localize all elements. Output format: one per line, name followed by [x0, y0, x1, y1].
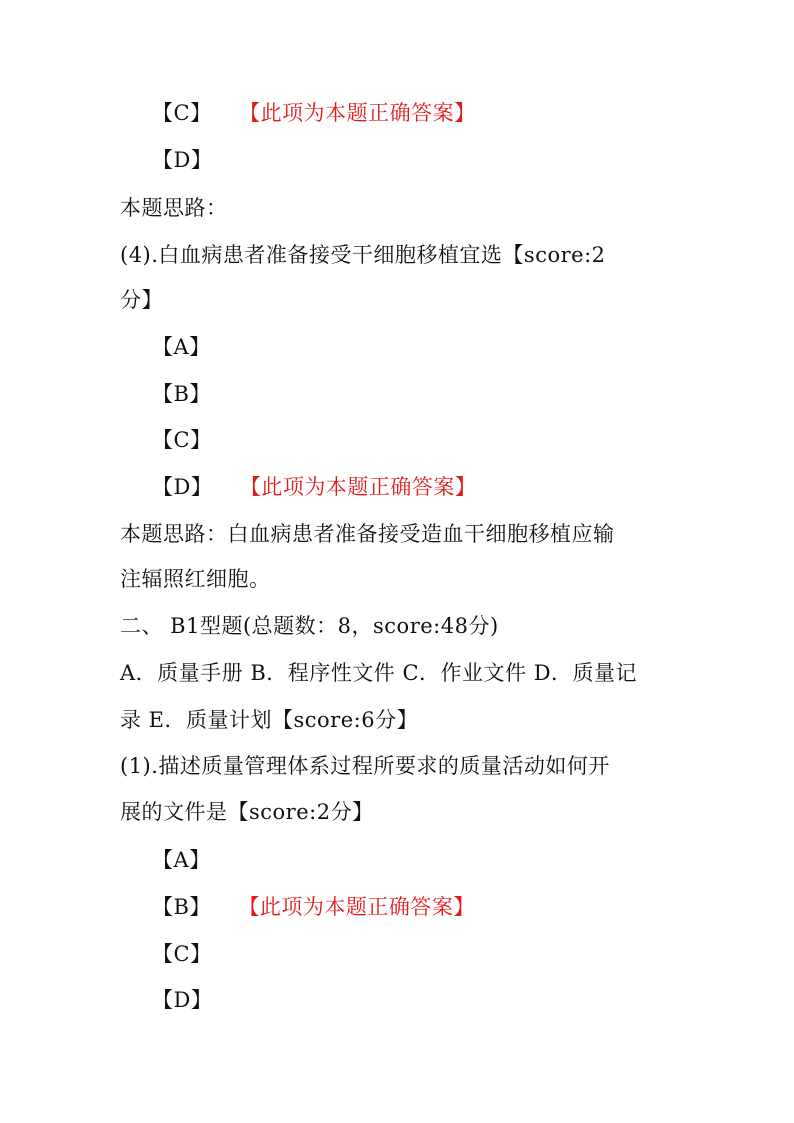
q1-option-c [152, 939, 212, 969]
q1-option-b [152, 892, 475, 922]
option-label: 【A】 [152, 335, 211, 359]
q3-explanation: 本题思路： [120, 196, 228, 220]
q4-stem-line-1: (4).白血病患者准备接受干细胞移植宜选【score:2 [120, 243, 606, 267]
q3-option-d [152, 145, 212, 175]
q4-stem-line-2: 分】 [120, 288, 163, 312]
option-label: 【C】 [152, 942, 212, 966]
shared-options-line-2: 录 E．质量计划【score:6分】 [120, 708, 419, 732]
shared-options-line-1: A．质量手册 B．程序性文件 C．作业文件 D．质量记 [120, 661, 638, 685]
q1-stem-line-2: 展的文件是【score:2分】 [120, 800, 374, 824]
option-label: 【C】 [152, 101, 212, 125]
q4-option-d [152, 472, 476, 502]
q1-option-a [152, 845, 211, 875]
q3-option-c [152, 98, 476, 128]
q1-option-d [152, 985, 212, 1015]
q4-option-b [152, 379, 211, 409]
option-label: 【D】 [152, 475, 213, 499]
q4-option-a [152, 332, 211, 362]
option-label: 【A】 [152, 848, 211, 872]
option-label: 【B】 [152, 382, 211, 406]
option-label: 【C】 [152, 428, 212, 452]
section-heading: 二、 B1型题(总题数：8，score:48分) [120, 614, 499, 638]
correct-answer-marker: 【此项为本题正确答案】 [248, 895, 475, 919]
correct-answer-marker: 【此项为本题正确答案】 [250, 475, 477, 499]
q4-explanation-line-2: 注辐照红细胞。 [120, 567, 271, 591]
q4-explanation-line-1: 本题思路：白血病患者准备接受造血干细胞移植应输 [120, 522, 615, 546]
option-label: 【D】 [152, 148, 213, 172]
q4-option-c [152, 425, 212, 455]
correct-answer-marker: 【此项为本题正确答案】 [249, 101, 476, 125]
q1-stem-line-1: (1).描述质量管理体系过程所要求的质量活动如何开 [120, 754, 610, 778]
option-label: 【B】 [152, 895, 211, 919]
option-label: 【D】 [152, 988, 213, 1012]
